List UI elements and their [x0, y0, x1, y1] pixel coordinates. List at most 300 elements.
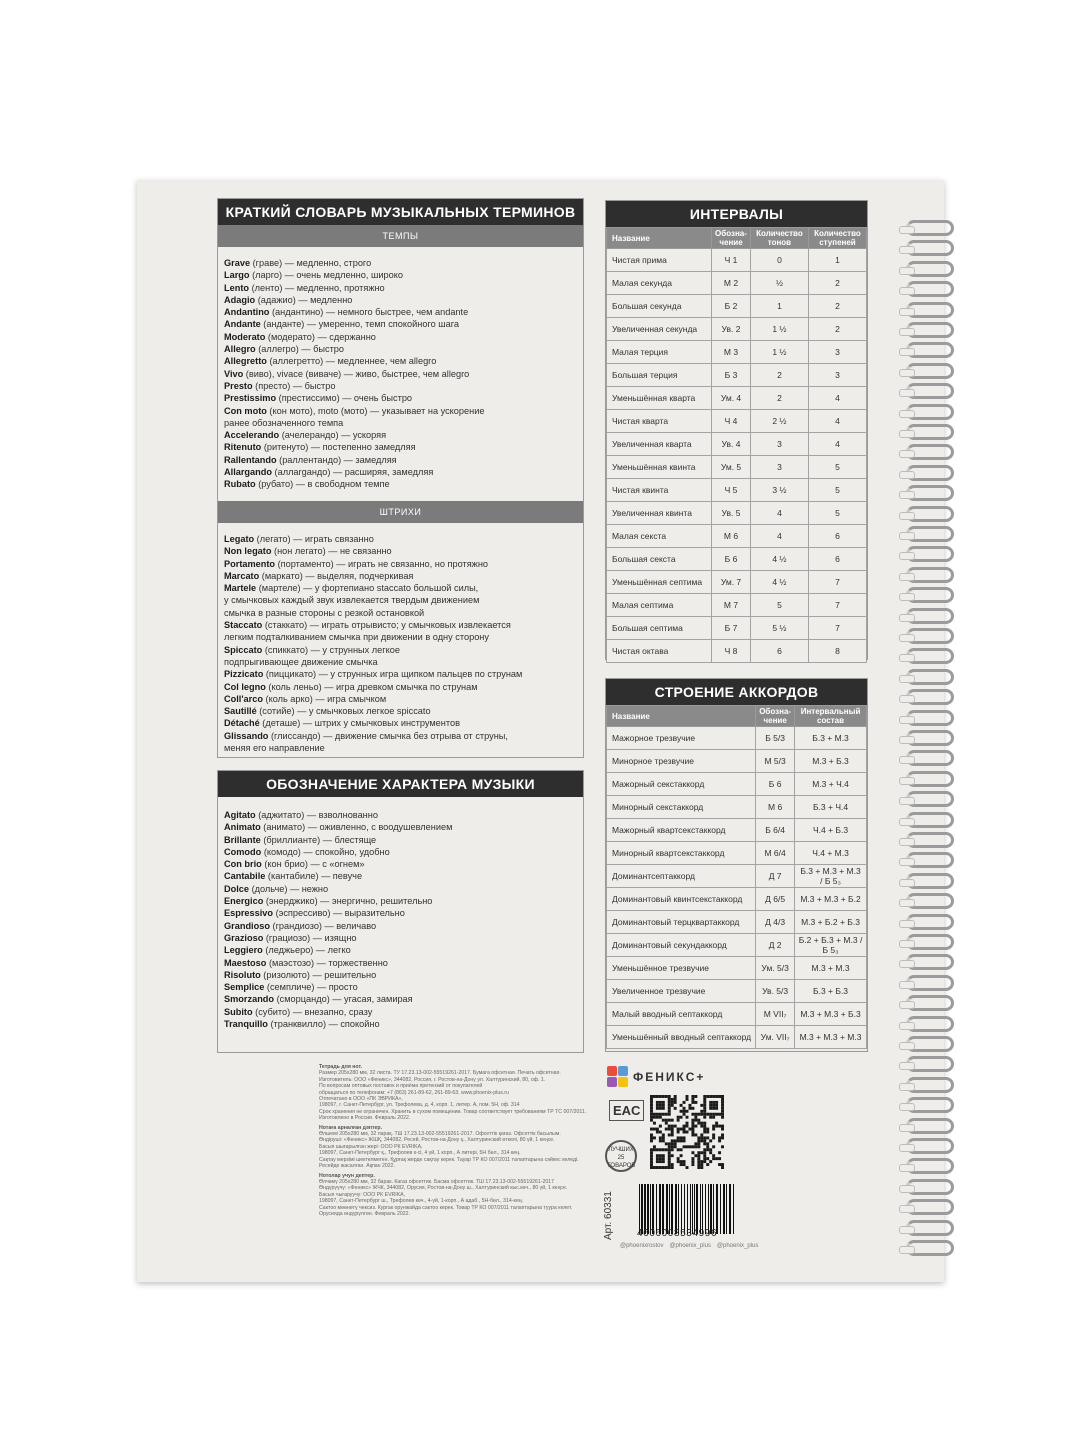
- term-line: [224, 306, 577, 318]
- barcode-bar: [639, 1184, 640, 1234]
- barcode-bar: [729, 1184, 731, 1234]
- term-name: Non legato: [224, 546, 272, 557]
- table-cell: Б.3 + М.3 + М.3 / Б 5₃: [795, 865, 867, 888]
- table-cell: 2: [808, 295, 866, 318]
- table-cell: 4 ½: [750, 571, 808, 594]
- table-row: [607, 727, 867, 750]
- term-line: [224, 858, 577, 870]
- qr-module: [656, 1128, 659, 1131]
- table-cell: Ч.4 + Б.3: [795, 819, 867, 842]
- table-cell: Б.3 + Ч.4: [795, 796, 867, 819]
- barcode-bar: [662, 1184, 664, 1234]
- imprint-line: Орусияда өндүрүлгөн. Февраль 2022.: [319, 1210, 410, 1217]
- qr-module: [662, 1136, 665, 1139]
- qr-module: [671, 1145, 674, 1148]
- qr-module: [677, 1160, 680, 1163]
- qr-module: [706, 1145, 709, 1148]
- table-cell: 1 ½: [750, 318, 808, 341]
- term-definition: (аджитато) — взволнованно: [255, 810, 378, 820]
- imprint-line: Срок хранения не ограничен. Хранить в сухом помещении. Товар соответствует требованиям ТР ТС 007/2011.: [319, 1108, 587, 1115]
- qr-module: [703, 1122, 706, 1125]
- term-definition: (ризолюто) — решительно: [260, 969, 377, 980]
- term-definition: (кантабиле) — певуче: [265, 871, 363, 882]
- term-definition: (пиццикато) — у струнных игра щипком пальцев по струнам: [263, 669, 523, 680]
- qr-module: [703, 1151, 706, 1154]
- qr-module: [668, 1125, 671, 1128]
- qr-module: [668, 1148, 671, 1151]
- table-cell: М 3: [712, 341, 751, 364]
- table-cell: 4 ½: [750, 548, 808, 571]
- term-line: [224, 969, 577, 981]
- qr-module: [662, 1113, 665, 1116]
- spiral-coil: [906, 342, 954, 358]
- qr-module: [650, 1104, 653, 1107]
- qr-module: [674, 1095, 677, 1098]
- qr-module: [700, 1166, 703, 1169]
- qr-module: [700, 1160, 703, 1163]
- term-line: [224, 693, 577, 705]
- qr-module: [668, 1110, 671, 1113]
- qr-module: [680, 1148, 683, 1151]
- qr-module: [656, 1154, 659, 1157]
- table-row: [607, 617, 867, 640]
- qr-module: [709, 1101, 712, 1104]
- qr-module: [665, 1148, 668, 1151]
- spiral-coil: [906, 281, 954, 297]
- spiral-coil: [906, 383, 954, 399]
- table-cell: Ув. 4: [712, 433, 751, 456]
- qr-module: [697, 1136, 700, 1139]
- table-cell: Ум. 5/3: [756, 957, 795, 980]
- qr-module: [650, 1095, 653, 1098]
- term-name: Andantino: [224, 307, 270, 318]
- term-line: [224, 809, 577, 821]
- logo-mark-icon: [607, 1066, 629, 1088]
- table-row: [607, 888, 867, 911]
- qr-module: [706, 1113, 709, 1116]
- imprint-line: Изготовлено в России. Февраль 2022.: [319, 1115, 411, 1122]
- qr-module: [686, 1116, 689, 1119]
- spiral-coil: [906, 710, 954, 726]
- qr-module: [659, 1113, 662, 1116]
- qr-module: [650, 1139, 653, 1142]
- table-cell: Б.3 + М.3: [795, 727, 867, 750]
- table-cell: Ум. 5: [712, 456, 751, 479]
- term-line: [224, 429, 577, 441]
- spiral-coil: [906, 1158, 954, 1174]
- character-title: ОБОЗНАЧЕНИЕ ХАРАКТЕРА МУЗЫКИ: [218, 771, 583, 797]
- spiral-coil: [906, 934, 954, 950]
- table-cell: Б 2: [712, 295, 751, 318]
- table-cell: 1: [808, 249, 866, 272]
- qr-module: [712, 1154, 715, 1157]
- spiral-coil: [906, 852, 954, 868]
- table-cell: Ч.4 + М.3: [795, 842, 867, 865]
- qr-module: [668, 1098, 671, 1101]
- spiral-coil: [906, 322, 954, 338]
- qr-module: [650, 1136, 653, 1139]
- qr-module: [697, 1145, 700, 1148]
- qr-module: [659, 1154, 662, 1157]
- qr-module: [668, 1166, 671, 1169]
- chords-panel: [605, 678, 868, 1052]
- table-header-cell: Интервальный состав: [795, 706, 867, 727]
- table-cell: Б.3 + Б.3: [795, 980, 867, 1003]
- table-cell: Увеличенная кварта: [607, 433, 712, 456]
- table-row: [607, 1026, 867, 1049]
- table-cell: Большая секста: [607, 548, 712, 571]
- qr-module: [653, 1113, 656, 1116]
- qr-module: [721, 1104, 724, 1107]
- qr-module: [683, 1145, 686, 1148]
- qr-module: [712, 1128, 715, 1131]
- character-list: [218, 797, 583, 1034]
- term-line: [224, 533, 577, 545]
- qr-module: [694, 1101, 697, 1104]
- table-cell: М.3 + М.3 + Б.3: [795, 1003, 867, 1026]
- qr-module: [721, 1116, 724, 1119]
- term-line: [224, 705, 577, 717]
- table-row: [607, 433, 867, 456]
- qr-module: [721, 1095, 724, 1098]
- term-name: Grazioso: [224, 932, 264, 943]
- best-products-badge: ЛУЧШИХ 25 ТОВАРОВ: [605, 1140, 637, 1172]
- qr-module: [697, 1113, 700, 1116]
- qr-module: [680, 1154, 683, 1157]
- qr-module: [671, 1154, 674, 1157]
- qr-module: [662, 1107, 665, 1110]
- table-cell: М.3 + Б.3: [795, 750, 867, 773]
- qr-module: [715, 1104, 718, 1107]
- qr-module: [688, 1128, 691, 1131]
- qr-module: [686, 1166, 689, 1169]
- qr-module: [718, 1157, 721, 1160]
- qr-module: [677, 1119, 680, 1122]
- qr-module: [656, 1113, 659, 1116]
- qr-module: [688, 1107, 691, 1110]
- term-name: Allargando: [224, 467, 272, 478]
- imprint-line: Отпечатано в ООО «ПК ЭВРИКА»,: [319, 1096, 403, 1103]
- imprint-text: [319, 1064, 604, 1217]
- qr-module: [694, 1142, 697, 1145]
- qr-module: [650, 1110, 653, 1113]
- table-row: [607, 594, 867, 617]
- qr-module: [718, 1151, 721, 1154]
- intervals-title: ИНТЕРВАЛЫ: [606, 201, 867, 227]
- barcode-bar: [647, 1184, 649, 1234]
- qr-module: [686, 1098, 689, 1101]
- term-line: [224, 846, 577, 858]
- term-line: [224, 944, 577, 956]
- term-definition: (раллентандо) — замедляя: [276, 454, 397, 465]
- table-cell: Доминантовый квинтсекстаккорд: [607, 888, 756, 911]
- term-definition: (транквилло) — спокойно: [267, 1019, 380, 1030]
- qr-module: [650, 1116, 653, 1119]
- term-name: Con brio: [224, 859, 262, 870]
- term-line: [224, 895, 577, 907]
- term-definition: (сотийе) — у смычковых легкое spiccato: [256, 706, 431, 717]
- table-cell: Б.2 + Б.3 + М.3 / Б 5₃: [795, 934, 867, 957]
- term-definition: (глиссандо) — движение смычка без отрыва от струны,: [268, 730, 508, 741]
- table-cell: Минорное трезвучие: [607, 750, 756, 773]
- qr-module: [718, 1136, 721, 1139]
- spiral-coil: [906, 1138, 954, 1154]
- qr-module: [697, 1142, 700, 1145]
- qr-module: [683, 1113, 686, 1116]
- qr-module: [671, 1133, 674, 1136]
- term-definition: (грациозо) — изящно: [263, 932, 357, 943]
- table-cell: 4: [808, 410, 866, 433]
- barcode-bar: [702, 1184, 703, 1234]
- qr-module: [691, 1101, 694, 1104]
- term-name: Grave: [224, 258, 251, 268]
- table-cell: Чистая октава: [607, 640, 712, 663]
- qr-module: [677, 1157, 680, 1160]
- qr-module: [706, 1131, 709, 1134]
- qr-module: [668, 1160, 671, 1163]
- qr-module: [703, 1131, 706, 1134]
- table-cell: Чистая квинта: [607, 479, 712, 502]
- table-cell: Ум. 7: [712, 571, 751, 594]
- spiral-coil: [906, 1179, 954, 1195]
- term-definition: меняя его направление: [224, 743, 325, 754]
- table-cell: Увеличенная квинта: [607, 502, 712, 525]
- qr-module: [683, 1128, 686, 1131]
- qr-module: [700, 1151, 703, 1154]
- qr-module: [712, 1145, 715, 1148]
- table-cell: Малая септима: [607, 594, 712, 617]
- barcode-bar: [705, 1184, 706, 1234]
- qr-module: [683, 1163, 686, 1166]
- term-line: [224, 478, 577, 490]
- qr-module: [718, 1125, 721, 1128]
- term-line: [224, 318, 577, 330]
- imprint-line: Нотаға арналған дәптер.: [319, 1124, 383, 1131]
- table-cell: М 7: [712, 594, 751, 617]
- qr-module: [697, 1122, 700, 1125]
- barcode-bar: [656, 1184, 657, 1234]
- term-name: Brillante: [224, 834, 261, 845]
- table-header-cell: Обозна-чение: [712, 228, 751, 249]
- term-definition: (маркато) — выделяя, подчеркивая: [259, 570, 414, 581]
- qr-module: [697, 1160, 700, 1163]
- qr-module: [680, 1116, 683, 1119]
- term-definition: у смычковых каждый звук извлекается твердым движением: [224, 595, 480, 606]
- term-name: Semplice: [224, 982, 265, 993]
- qr-module: [712, 1157, 715, 1160]
- qr-module: [656, 1116, 659, 1119]
- qr-module: [691, 1125, 694, 1128]
- table-cell: Мажорное трезвучие: [607, 727, 756, 750]
- table-cell: Увеличенное трезвучие: [607, 980, 756, 1003]
- qr-module: [683, 1139, 686, 1142]
- qr-module: [691, 1122, 694, 1125]
- spiral-coil: [906, 975, 954, 991]
- term-definition: (адажио) — медленно: [255, 294, 353, 305]
- term-line: [224, 545, 577, 557]
- qr-module: [659, 1095, 662, 1098]
- qr-module: [662, 1154, 665, 1157]
- qr-module: [665, 1166, 668, 1169]
- term-line: [224, 355, 577, 367]
- qr-module: [703, 1113, 706, 1116]
- strokes-list: [218, 523, 583, 758]
- term-line: [224, 656, 577, 668]
- barcode-bar: [641, 1184, 643, 1234]
- table-row: [607, 819, 867, 842]
- barcode-bar: [684, 1184, 685, 1234]
- qr-module: [653, 1122, 656, 1125]
- qr-module: [718, 1113, 721, 1116]
- term-name: Subito: [224, 1006, 253, 1017]
- qr-module: [656, 1101, 659, 1104]
- table-cell: Б 6: [712, 548, 751, 571]
- table-cell: 5: [750, 594, 808, 617]
- spiral-coil: [906, 465, 954, 481]
- qr-module: [671, 1163, 674, 1166]
- term-line: [224, 269, 577, 281]
- qr-module: [659, 1157, 662, 1160]
- table-cell: Д 2: [756, 934, 795, 957]
- term-line: [224, 607, 577, 619]
- qr-module: [697, 1151, 700, 1154]
- qr-module: [665, 1119, 668, 1122]
- barcode-bar: [710, 1184, 712, 1234]
- term-definition: (дольче) — нежно: [249, 883, 329, 894]
- qr-module: [653, 1145, 656, 1148]
- term-line: [224, 343, 577, 355]
- imprint-line: По вопросам оптовых поставок и приёма претензий от покупателей: [319, 1083, 483, 1090]
- qr-module: [650, 1098, 653, 1101]
- qr-module: [688, 1104, 691, 1107]
- qr-module: [650, 1101, 653, 1104]
- table-cell: М.3 + М.3 + Б.2: [795, 888, 867, 911]
- term-line: [224, 1006, 577, 1018]
- qr-module: [691, 1095, 694, 1098]
- term-name: Espressivo: [224, 908, 274, 919]
- term-name: Prestissimo: [224, 393, 277, 404]
- qr-module: [683, 1110, 686, 1113]
- term-name: Sautillé: [224, 706, 257, 717]
- qr-module: [668, 1128, 671, 1131]
- term-definition: (спиккато) — у струнных легкое: [262, 644, 400, 655]
- term-definition: (субито) — внезапно, сразу: [252, 1006, 373, 1017]
- term-line: [224, 405, 577, 417]
- imprint-line: обращаться по телефонам: +7 (863) 261-89-62, 261-89-63. www.phoenix-plus.ru: [319, 1089, 509, 1096]
- qr-module: [677, 1139, 680, 1142]
- qr-module: [694, 1116, 697, 1119]
- term-name: Marcato: [224, 570, 260, 581]
- term-definition: (маэстозо) — торжественно: [266, 957, 388, 968]
- qr-module: [653, 1116, 656, 1119]
- qr-module: [662, 1095, 665, 1098]
- qr-module: [653, 1166, 656, 1169]
- qr-module: [706, 1095, 709, 1098]
- table-cell: Доминантовый секундаккорд: [607, 934, 756, 957]
- qr-module: [680, 1163, 683, 1166]
- term-line: [224, 834, 577, 846]
- spiral-coil: [906, 485, 954, 501]
- term-name: Tranquillo: [224, 1019, 268, 1030]
- table-cell: Ум. 4: [712, 387, 751, 410]
- term-name: Détaché: [224, 718, 260, 729]
- term-name: Agitato: [224, 810, 256, 820]
- qr-module: [721, 1098, 724, 1101]
- qr-module: [715, 1107, 718, 1110]
- qr-module: [650, 1151, 653, 1154]
- social-handle: @phoenix_plus: [669, 1243, 711, 1249]
- term-line: [224, 582, 577, 594]
- chords-body: [607, 727, 867, 1049]
- table-cell: 3 ½: [750, 479, 808, 502]
- term-name: Leggiero: [224, 945, 263, 956]
- qr-module: [674, 1139, 677, 1142]
- barcode-bar: [644, 1184, 646, 1234]
- spiral-coil: [906, 567, 954, 583]
- term-name: Presto: [224, 380, 253, 391]
- spiral-coil: [906, 261, 954, 277]
- qr-module: [668, 1119, 671, 1122]
- qr-module: [694, 1145, 697, 1148]
- barcode-bar: [726, 1184, 727, 1234]
- qr-module: [712, 1113, 715, 1116]
- qr-module: [721, 1128, 724, 1131]
- term-name: Moderato: [224, 331, 266, 342]
- table-cell: Доминантовый терцквартаккорд: [607, 911, 756, 934]
- imprint-line: Өлшемі 205х280 мм, 32 парақ. ТШ 17.23.13-002-55519261-2017. Офсеттік қағаз. Офсеттік басылым.: [319, 1131, 561, 1138]
- barcode-bar: [723, 1184, 725, 1234]
- qr-module: [659, 1107, 662, 1110]
- term-line: [224, 466, 577, 478]
- term-name: Portamento: [224, 558, 276, 569]
- term-definition: подпрыгивающее движение смычка: [224, 656, 378, 667]
- qr-module: [659, 1116, 662, 1119]
- qr-module: [674, 1145, 677, 1148]
- qr-module: [712, 1136, 715, 1139]
- qr-module: [659, 1131, 662, 1134]
- qr-module: [697, 1119, 700, 1122]
- table-row: [607, 456, 867, 479]
- table-cell: 5: [808, 456, 866, 479]
- table-row: [607, 341, 867, 364]
- qr-module: [656, 1157, 659, 1160]
- qr-module: [650, 1157, 653, 1160]
- table-row: [607, 364, 867, 387]
- qr-module: [677, 1116, 680, 1119]
- qr-module: [662, 1139, 665, 1142]
- table-cell: 4: [808, 387, 866, 410]
- qr-module: [721, 1125, 724, 1128]
- qr-module: [671, 1128, 674, 1131]
- qr-module: [665, 1142, 668, 1145]
- table-cell: 3: [808, 341, 866, 364]
- table-cell: 0: [750, 249, 808, 272]
- qr-module: [653, 1128, 656, 1131]
- qr-module: [662, 1104, 665, 1107]
- qr-module: [703, 1136, 706, 1139]
- character-panel: [217, 770, 584, 1053]
- qr-module: [703, 1160, 706, 1163]
- qr-module: [697, 1154, 700, 1157]
- qr-module: [721, 1136, 724, 1139]
- term-name: Glissando: [224, 730, 269, 741]
- qr-module: [700, 1104, 703, 1107]
- table-cell: 7: [808, 594, 866, 617]
- qr-module: [680, 1160, 683, 1163]
- qr-module: [721, 1107, 724, 1110]
- term-name: Spiccato: [224, 644, 263, 655]
- phoenix-logo: [607, 1066, 705, 1088]
